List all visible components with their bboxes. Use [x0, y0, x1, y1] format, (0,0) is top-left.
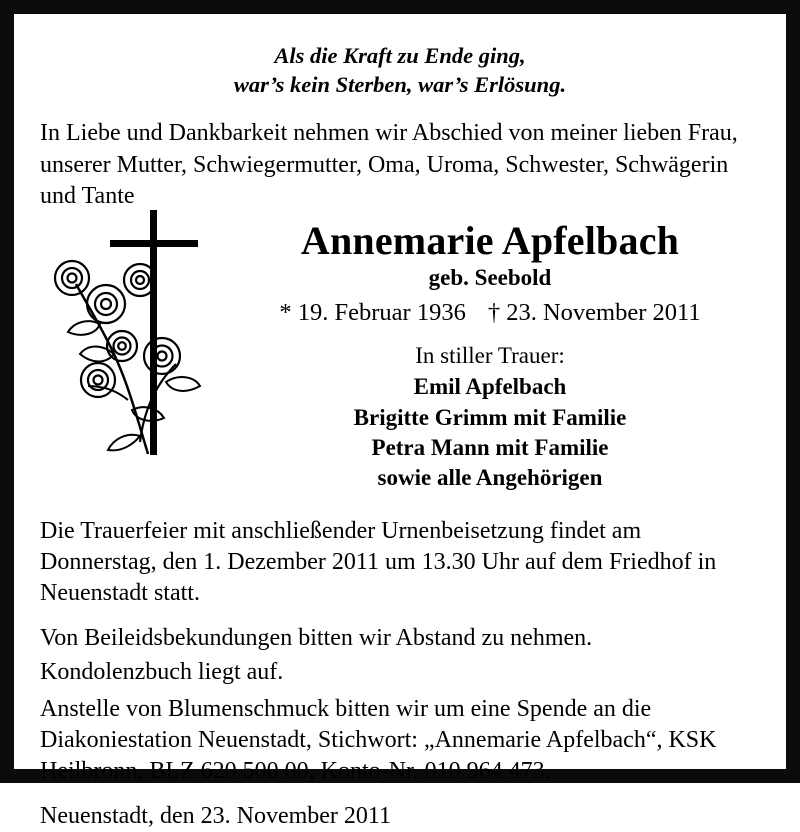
- condolences-line-1: Von Beileidsbekundungen bitten wir Abstand zu nehmen.: [40, 625, 593, 652]
- life-dates: [220, 299, 760, 327]
- mourning-header: In stiller Trauer:: [415, 343, 565, 369]
- cross-with-roses-icon: [36, 204, 221, 459]
- list-item: sowie alle Angehörigen: [377, 465, 603, 491]
- condolences-line-2: Kondolenzbuch liegt auf.: [40, 658, 284, 685]
- list-item: Brigitte Grimm mit Familie: [353, 404, 627, 430]
- deceased-name: Annemarie Apfelbach: [300, 218, 680, 264]
- epitaph: [40, 42, 760, 100]
- donation-text: Anstelle von Blumenschmuck bitten wir um eine Spende an die Diakoniestation Neuenstadt, Stichwort: „Annemarie Apfelbach“, KSK Heilbronn, BLZ 620 500 00, Konto-Nr. 010 964 473.: [40, 695, 717, 785]
- list-item: Petra Mann mit Familie: [371, 435, 609, 461]
- notice-body: [40, 516, 760, 832]
- name-block: [220, 219, 760, 493]
- epitaph-line-1: Als die Kraft zu Ende ging,: [274, 43, 526, 68]
- birth-date: * 19. Februar 1936: [279, 299, 466, 327]
- list-item: Emil Apfelbach: [413, 374, 567, 400]
- mourners-list: [220, 372, 760, 493]
- death-date: † 23. November 2011: [487, 299, 701, 327]
- ceremony-text: Die Trauerfeier mit anschließender Urnenbeisetzung findet am Donnerstag, den 1. Dezember 2011 um 13.30 Uhr auf dem Friedhof in Neuenstadt statt.: [40, 517, 717, 607]
- epitaph-line-2: war’s kein Sterben, war’s Erlösung.: [233, 71, 567, 97]
- maiden-name: geb. Seebold: [428, 265, 552, 291]
- intro-text: In Liebe und Dankbarkeit nehmen wir Abschied von meiner lieben Frau, unserer Mutter, Schwiegermutter, Oma, Uroma, Schwester, Schwägerin und Tante: [40, 119, 738, 210]
- place-and-date: Neuenstadt, den 23. November 2011: [40, 803, 392, 830]
